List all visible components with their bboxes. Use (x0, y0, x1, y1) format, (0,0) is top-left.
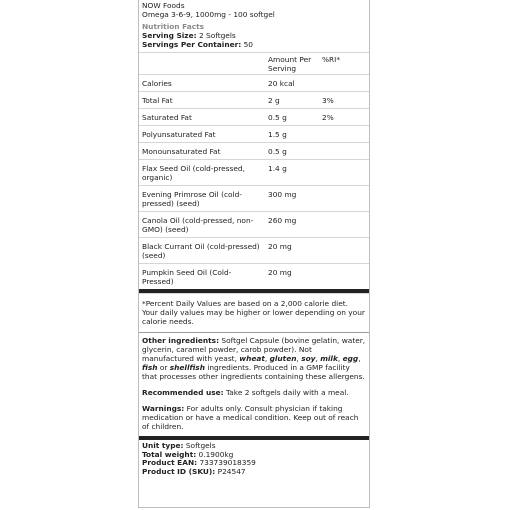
label-header (139, 0, 369, 52)
brand-name: NOW Foods (142, 1, 185, 10)
nutrient-amount: 2 g (262, 92, 318, 109)
nutrient-amount: 1.4 g (262, 160, 318, 186)
nutrient-name: Total Fat (139, 92, 262, 109)
serving-size-value: 2 Softgels (198, 31, 236, 40)
nutrient-name: Calories (139, 75, 262, 92)
other-ingredients-label: Other ingredients: (142, 336, 220, 345)
nutrient-name: Flax Seed Oil (cold-pressed, organic) (139, 160, 262, 186)
allergen-gluten: gluten (269, 354, 297, 363)
separator: , (337, 354, 343, 363)
nutrient-name: Saturated Fat (139, 109, 262, 126)
allergen-egg: egg (342, 354, 359, 363)
nutrient-name: Black Currant Oil (cold-pressed) (seed) (139, 238, 262, 264)
product-name: Omega 3-6-9, 1000mg - 100 softgel (142, 10, 275, 19)
table-row (139, 75, 369, 92)
nutrition-facts-title: Nutrition Facts (142, 22, 205, 31)
nutrient-name: Polyunsaturated Fat (139, 126, 262, 143)
table-row (139, 238, 369, 264)
recommended-use (142, 388, 366, 397)
product-sku-label: Product ID (SKU): (142, 466, 216, 476)
product-sku-value: P24547 (215, 466, 246, 476)
product-ean-value: 733739018359 (197, 458, 256, 467)
table-header-row (139, 53, 369, 75)
allergen-wheat: wheat (239, 354, 265, 363)
product-ean-label: Product EAN: (142, 458, 198, 467)
separator: , (315, 354, 321, 363)
allergen-fish: fish (142, 363, 158, 372)
nutrient-name: Evening Primrose Oil (cold-pressed) (seed) (139, 186, 262, 212)
nutrient-amount: 260 mg (262, 212, 318, 238)
separator: , (264, 354, 270, 363)
daily-values-footnote: *Percent Daily Values are based on a 2,000 calorie diet. Your daily values may be higher or lower depending on your calorie needs. (139, 293, 369, 332)
unit-type-label: Unit type: (142, 441, 184, 450)
recommended-use-text: Take 2 softgels daily with a meal. (223, 388, 349, 397)
table-row (139, 264, 369, 290)
warnings-text: For adults only. Consult physician if taking medication or have a medical condition. Keep out of reach of children. (142, 404, 359, 431)
allergen-shellfish: shellfish (169, 363, 205, 372)
nutrient-ri (318, 238, 369, 264)
separator: , (296, 354, 302, 363)
nutrient-ri (318, 160, 369, 186)
table-row (139, 143, 369, 160)
nutrient-ri (318, 186, 369, 212)
servings-per-container-value: 50 (243, 40, 253, 49)
nutrition-label-panel (138, 0, 370, 508)
allergen-milk: milk (320, 354, 338, 363)
nutrient-ri (318, 143, 369, 160)
other-ingredients-text: Softgel Capsule (bovine gelatin, water, glycerin, caramel powder, carob powder). Not manufactured with yeast, (142, 336, 366, 363)
warnings-label: Warnings: (142, 404, 185, 413)
serving-size (142, 31, 366, 40)
table-row (139, 160, 369, 186)
servings-per-container-label: Servings Per Container: (142, 40, 242, 49)
recommended-use-label: Recommended use: (142, 388, 224, 397)
separator: or (157, 363, 170, 372)
table-row (139, 92, 369, 109)
col-amount-header: Amount Per Serving (262, 53, 318, 75)
nutrient-amount: 20 mg (262, 264, 318, 290)
nutrient-ri: 3% (318, 92, 369, 109)
table-row (139, 126, 369, 143)
nutrient-ri (318, 264, 369, 290)
nutrient-name: Monounsaturated Fat (139, 143, 262, 160)
col-ri-header: %RI* (318, 53, 369, 75)
table-row (139, 212, 369, 238)
nutrient-name: Canola Oil (cold-pressed, non-GMO) (seed) (139, 212, 262, 238)
nutrient-ri (318, 212, 369, 238)
separator: , (358, 354, 361, 363)
header-spacer (139, 53, 262, 75)
nutrient-name: Pumpkin Seed Oil (Cold-Pressed) (139, 264, 262, 290)
unit-type-value: Softgels (183, 441, 216, 450)
product-sku (142, 468, 366, 477)
nutrition-table (139, 52, 369, 289)
allergen-soy: soy (301, 354, 316, 363)
total-weight-label: Total weight: (142, 449, 197, 459)
serving-size-label: Serving Size: (142, 31, 197, 40)
servings-per-container (142, 40, 366, 52)
nutrient-amount: 0.5 g (262, 109, 318, 126)
nutrient-amount: 0.5 g (262, 143, 318, 160)
product-info (139, 440, 369, 476)
nutrient-amount: 20 mg (262, 238, 318, 264)
nutrient-ri (318, 75, 369, 92)
table-row (139, 186, 369, 212)
nutrient-amount: 300 mg (262, 186, 318, 212)
nutrient-ri (318, 126, 369, 143)
total-weight-value: 0.1900kg (196, 449, 234, 459)
other-ingredients-text-end: ingredients. Produced in a GMP facility that processes other ingredients containing these allergens. (142, 363, 365, 381)
ingredients-section (139, 332, 369, 436)
nutrient-amount: 20 kcal (262, 75, 318, 92)
nutrient-amount: 1.5 g (262, 126, 318, 143)
table-row (139, 109, 369, 126)
nutrient-ri: 2% (318, 109, 369, 126)
warnings (142, 404, 366, 431)
other-ingredients (142, 336, 366, 381)
